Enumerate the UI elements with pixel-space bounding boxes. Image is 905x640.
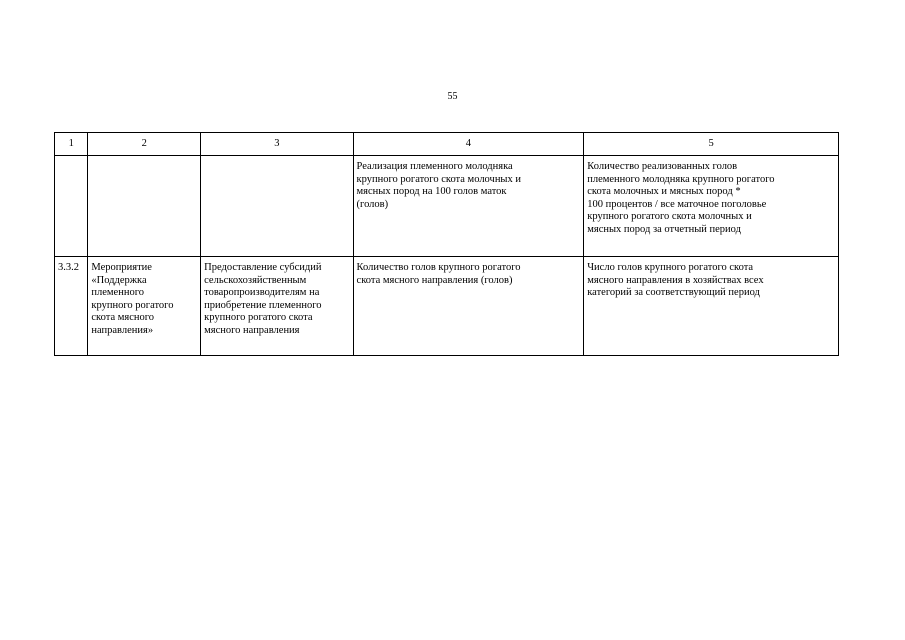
column-number-header: 3 bbox=[201, 133, 353, 156]
column-number-header: 5 bbox=[584, 133, 839, 156]
column-number-header: 4 bbox=[353, 133, 584, 156]
table-cell bbox=[88, 156, 201, 257]
table-cell bbox=[55, 156, 88, 257]
cell-text: Предоставление субсидий сельскохозяйственным товаропроизводителям на приобретение племенного крупного рогатого скота мясного направления bbox=[204, 262, 322, 336]
table-cell bbox=[88, 257, 201, 356]
cell-text: Мероприятие «Поддержка племенного крупного рогатого скота мясного направления» bbox=[91, 262, 174, 336]
table-row bbox=[55, 257, 839, 356]
table-cell bbox=[353, 257, 584, 356]
column-number-header: 1 bbox=[55, 133, 88, 156]
table-cell bbox=[353, 156, 584, 257]
cell-text: Количество реализованных голов племенного молодняка крупного рогатого скота молочных и мясных пород * 100 процентов / все маточное поголовье крупного рогатого скота молочных и мясных пород за отчетный период bbox=[587, 161, 775, 235]
page-number: 55 bbox=[447, 91, 458, 102]
table-cell bbox=[201, 257, 353, 356]
table-header-row bbox=[55, 133, 839, 156]
cell-text: Реализация племенного молодняка крупного рогатого скота молочных и мясных пород на 100 голов маток (голов) bbox=[356, 161, 521, 210]
item-number: 3.3.2 bbox=[58, 262, 79, 273]
cell-text: Число голов крупного рогатого скота мясного направления в хозяйствах всех категорий за соответствующий период bbox=[587, 262, 764, 299]
indicators-table bbox=[54, 132, 839, 356]
cell-text: Количество голов крупного рогатого скота мясного направления (голов) bbox=[356, 262, 521, 286]
table-cell bbox=[584, 156, 839, 257]
column-number-header: 2 bbox=[88, 133, 201, 156]
table-cell bbox=[201, 156, 353, 257]
table-cell bbox=[55, 257, 88, 356]
table-cell bbox=[584, 257, 839, 356]
table-row bbox=[55, 156, 839, 257]
